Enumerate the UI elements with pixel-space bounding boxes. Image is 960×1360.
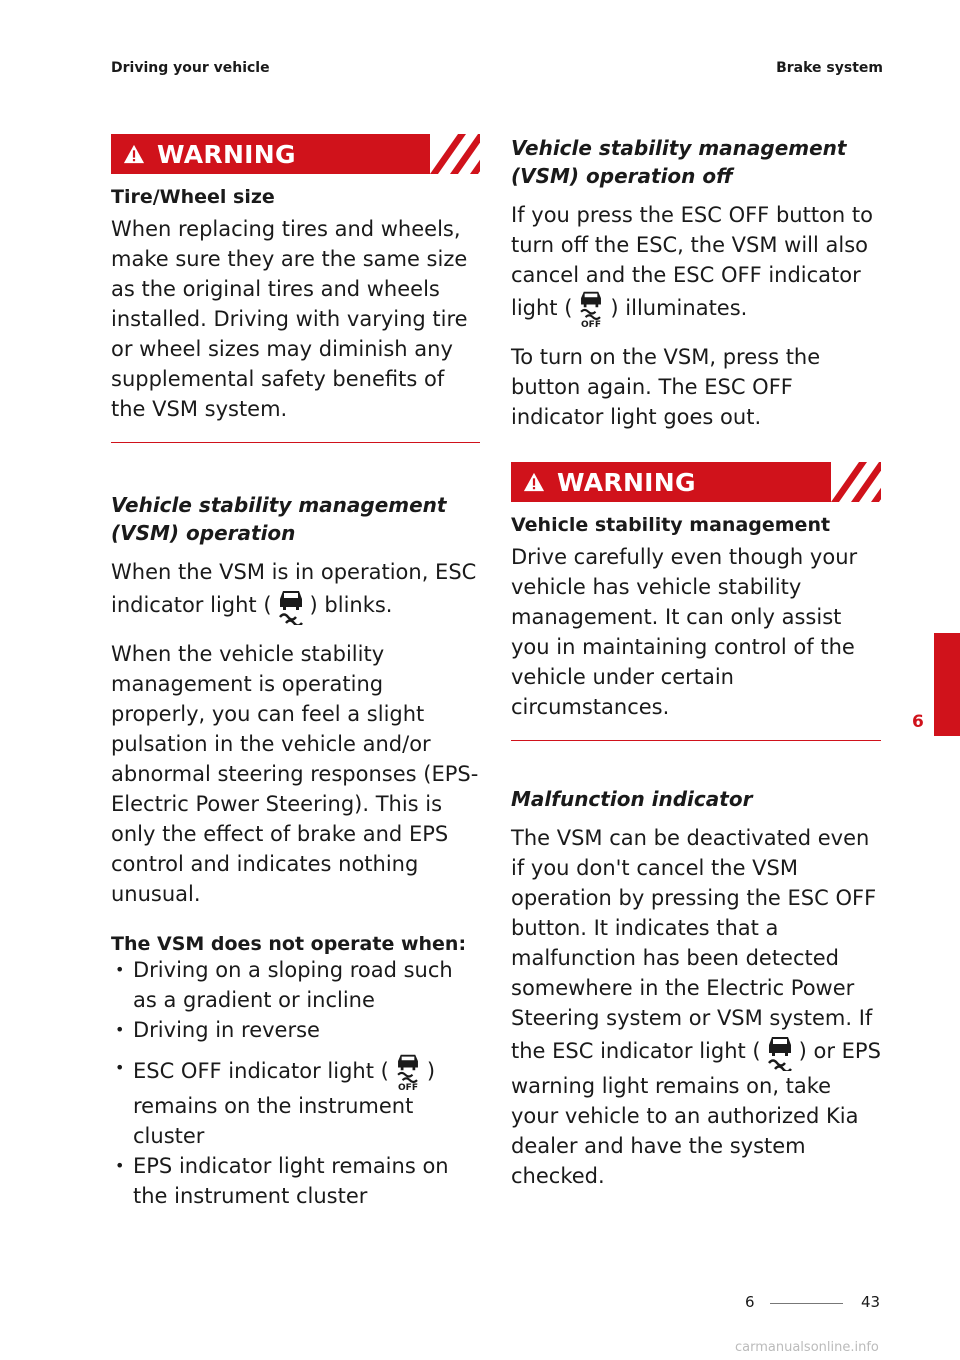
- text: ) or EPS warning light remains on, take your vehicle to an authorized Kia dealer and have the system checked.: [511, 1039, 881, 1188]
- text: ) remains on the instrument cluster: [133, 1059, 436, 1148]
- text: ) illuminates.: [610, 296, 748, 320]
- text: ESC OFF indicator light (: [133, 1059, 389, 1083]
- esc-skid-icon: [763, 1033, 797, 1071]
- paragraph-turn-on: To turn on the VSM, press the button again. The ESC OFF indicator light goes out.: [511, 345, 821, 429]
- warning-label: WARNING: [557, 467, 696, 497]
- left-column: [111, 134, 480, 1211]
- warning-banner: [511, 462, 881, 502]
- warning-body: Drive carefully even though your vehicle has vehicle stability management. It can only assist you in maintaining control of the vehicle under certain circumstances.: [511, 545, 858, 719]
- esc-off-icon: [391, 1053, 425, 1091]
- list-item: • Driving on a sloping road such as a gradient or incline: [111, 955, 480, 1015]
- warning-body: When replacing tires and wheels, make sure they are the same size as the original tires and wheels installed. Driving with varying tire or wheel sizes may diminish any supplemental safety benefits of the VSM system.: [111, 217, 468, 421]
- chapter-tab-number: 6: [912, 712, 924, 732]
- esc-off-icon: [574, 290, 608, 328]
- esc-off-label: OFF: [397, 1083, 418, 1091]
- text: When the VSM is in operation, ESC indicator light (: [111, 560, 477, 617]
- header-chapter-title: Brake system: [776, 60, 883, 76]
- chapter-tab: [934, 633, 960, 736]
- warning-banner: [111, 134, 480, 174]
- right-column: [511, 134, 881, 1191]
- section-title-line1: Vehicle stability management: [511, 136, 847, 160]
- section-title-line2: (VSM) operation off: [511, 164, 733, 188]
- text: ) blinks.: [309, 593, 393, 617]
- list-item: • EPS indicator light remains on the instrument cluster: [111, 1151, 480, 1211]
- header-section-title: Driving your vehicle: [111, 60, 270, 76]
- footer-page-number: 43: [861, 1293, 881, 1311]
- paragraph-malfunction: [511, 823, 881, 1191]
- paragraph-esc-blinks: [111, 557, 480, 625]
- list-item: [111, 1053, 480, 1151]
- esc-skid-icon: [274, 587, 308, 625]
- watermark: carmanualsonline.info: [735, 1340, 879, 1355]
- section-title-line2: (VSM) operation: [111, 521, 296, 545]
- section-title: [511, 134, 881, 190]
- warning-title: Vehicle stability management: [511, 514, 831, 536]
- warning-triangle-icon: [523, 471, 545, 493]
- paragraph-esc-off: [511, 200, 881, 328]
- section-title-line1: Vehicle stability management: [111, 493, 447, 517]
- list-item: • Driving in reverse: [111, 1015, 480, 1045]
- section-title: [111, 491, 480, 547]
- warning-stripes-icon: [430, 134, 480, 174]
- malfunction-title: Malfunction indicator: [511, 787, 753, 811]
- warning-label: WARNING: [157, 139, 296, 169]
- not-operate-title: The VSM does not operate when:: [111, 933, 467, 955]
- footer-rule: [770, 1303, 843, 1304]
- esc-off-label: OFF: [581, 320, 602, 328]
- text: If you press the ESC OFF button to turn off the ESC, the VSM will also cancel and the ESC OFF indicator light (: [511, 203, 873, 320]
- warning-title: Tire/Wheel size: [111, 186, 275, 208]
- text: The VSM can be deactivated even if you don't cancel the VSM operation by pressing the ESC OFF button. It indicates that a malfunction has been detected somewhere in the Electric Power Steering system or VSM system. If the ESC indicator light (: [511, 826, 877, 1063]
- warning-stripes-icon: [831, 462, 881, 502]
- conditions-list: [111, 955, 480, 1211]
- paragraph-pulsation: When the vehicle stability management is operating properly, you can feel a slight pulsation in the vehicle and/or abnormal steering responses (EPS- Electric Power Steering). This is only the effect of brake and EPS control and indicates nothing unusual.: [111, 642, 479, 906]
- footer-chapter: 6: [745, 1293, 755, 1311]
- warning-triangle-icon: [123, 143, 145, 165]
